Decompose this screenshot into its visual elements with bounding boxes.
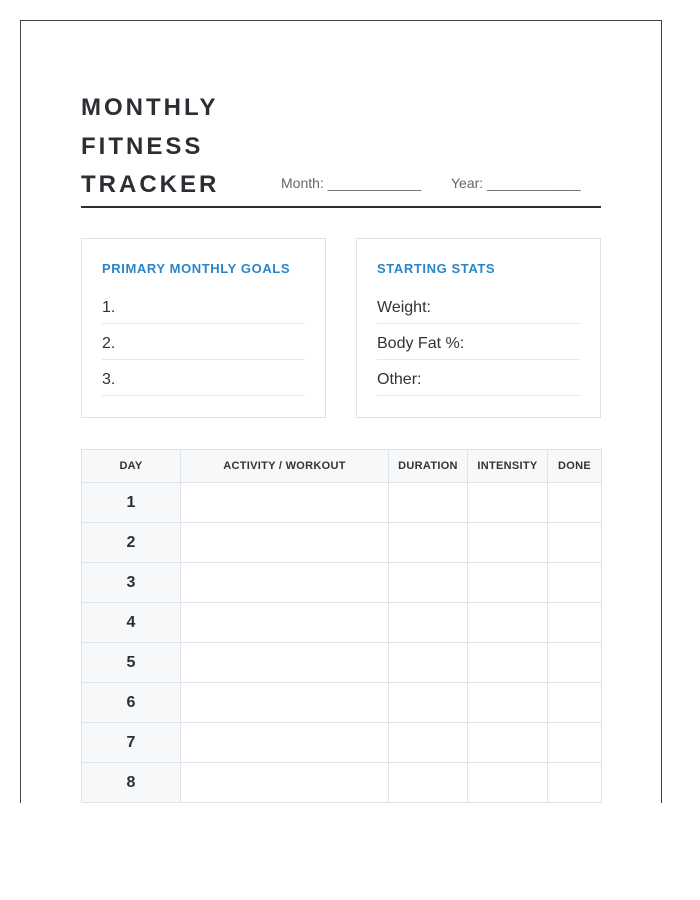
- goals-panel: [81, 238, 326, 418]
- day-cell: 5: [82, 643, 181, 683]
- duration-cell[interactable]: [389, 723, 468, 763]
- activity-cell[interactable]: [181, 523, 389, 563]
- duration-cell[interactable]: [389, 523, 468, 563]
- activity-cell[interactable]: [181, 683, 389, 723]
- header-divider: [81, 206, 601, 208]
- stat-weight-line[interactable]: Weight:: [377, 289, 580, 324]
- column-header-done: DONE: [548, 450, 602, 483]
- workout-table: [81, 449, 602, 803]
- stats-title: STARTING STATS: [377, 261, 496, 276]
- goals-title: PRIMARY MONTHLY GOALS: [102, 261, 291, 276]
- activity-cell[interactable]: [181, 563, 389, 603]
- duration-cell[interactable]: [389, 683, 468, 723]
- intensity-cell[interactable]: [468, 483, 548, 523]
- year-field[interactable]: Year: ____________: [451, 175, 581, 191]
- day-cell: 8: [82, 763, 181, 803]
- month-field[interactable]: Month: ____________: [281, 175, 422, 191]
- intensity-cell[interactable]: [468, 603, 548, 643]
- done-cell[interactable]: [548, 523, 602, 563]
- workout-table-wrap: [81, 449, 601, 803]
- duration-cell[interactable]: [389, 643, 468, 683]
- goal-line[interactable]: 2.: [102, 325, 305, 360]
- column-header-intensity: INTENSITY: [468, 450, 548, 483]
- table-header-row: [82, 450, 602, 483]
- title-line: TRACKER: [81, 171, 220, 198]
- table-row: [82, 683, 602, 723]
- table-row: [82, 603, 602, 643]
- table-row: [82, 723, 602, 763]
- activity-cell[interactable]: [181, 763, 389, 803]
- title-line: FITNESS: [81, 132, 204, 160]
- intensity-cell[interactable]: [468, 763, 548, 803]
- done-cell[interactable]: [548, 763, 602, 803]
- intensity-cell[interactable]: [468, 723, 548, 763]
- stats-list: [377, 289, 580, 396]
- column-header-activity: ACTIVITY / WORKOUT: [181, 450, 389, 483]
- table-row: [82, 563, 602, 603]
- done-cell[interactable]: [548, 563, 602, 603]
- table-row: [82, 483, 602, 523]
- activity-cell[interactable]: [181, 643, 389, 683]
- stats-panel: [356, 238, 601, 418]
- stat-body-fat-line[interactable]: Body Fat %:: [377, 325, 580, 360]
- table-row: [82, 763, 602, 803]
- tracker-sheet: [20, 20, 662, 803]
- done-cell[interactable]: [548, 643, 602, 683]
- day-cell: 7: [82, 723, 181, 763]
- goals-list: [102, 289, 305, 396]
- table-row: [82, 643, 602, 683]
- day-cell: 1: [82, 483, 181, 523]
- done-cell[interactable]: [548, 483, 602, 523]
- day-cell: 2: [82, 523, 181, 563]
- intensity-cell[interactable]: [468, 643, 548, 683]
- done-cell[interactable]: [548, 603, 602, 643]
- stat-other-line[interactable]: Other:: [377, 361, 580, 396]
- page-title: [81, 89, 251, 205]
- duration-cell[interactable]: [389, 563, 468, 603]
- intensity-cell[interactable]: [468, 683, 548, 723]
- day-cell: 4: [82, 603, 181, 643]
- title-line: MONTHLY: [81, 94, 219, 121]
- column-header-day: DAY: [82, 450, 181, 483]
- table-row: [82, 523, 602, 563]
- day-cell: 3: [82, 563, 181, 603]
- day-cell: 6: [82, 683, 181, 723]
- duration-cell[interactable]: [389, 763, 468, 803]
- duration-cell[interactable]: [389, 603, 468, 643]
- goal-line[interactable]: 3.: [102, 361, 305, 396]
- intensity-cell[interactable]: [468, 523, 548, 563]
- column-header-duration: DURATION: [389, 450, 468, 483]
- done-cell[interactable]: [548, 723, 602, 763]
- intensity-cell[interactable]: [468, 563, 548, 603]
- activity-cell[interactable]: [181, 483, 389, 523]
- activity-cell[interactable]: [181, 723, 389, 763]
- duration-cell[interactable]: [389, 483, 468, 523]
- done-cell[interactable]: [548, 683, 602, 723]
- goal-line[interactable]: 1.: [102, 289, 305, 324]
- activity-cell[interactable]: [181, 603, 389, 643]
